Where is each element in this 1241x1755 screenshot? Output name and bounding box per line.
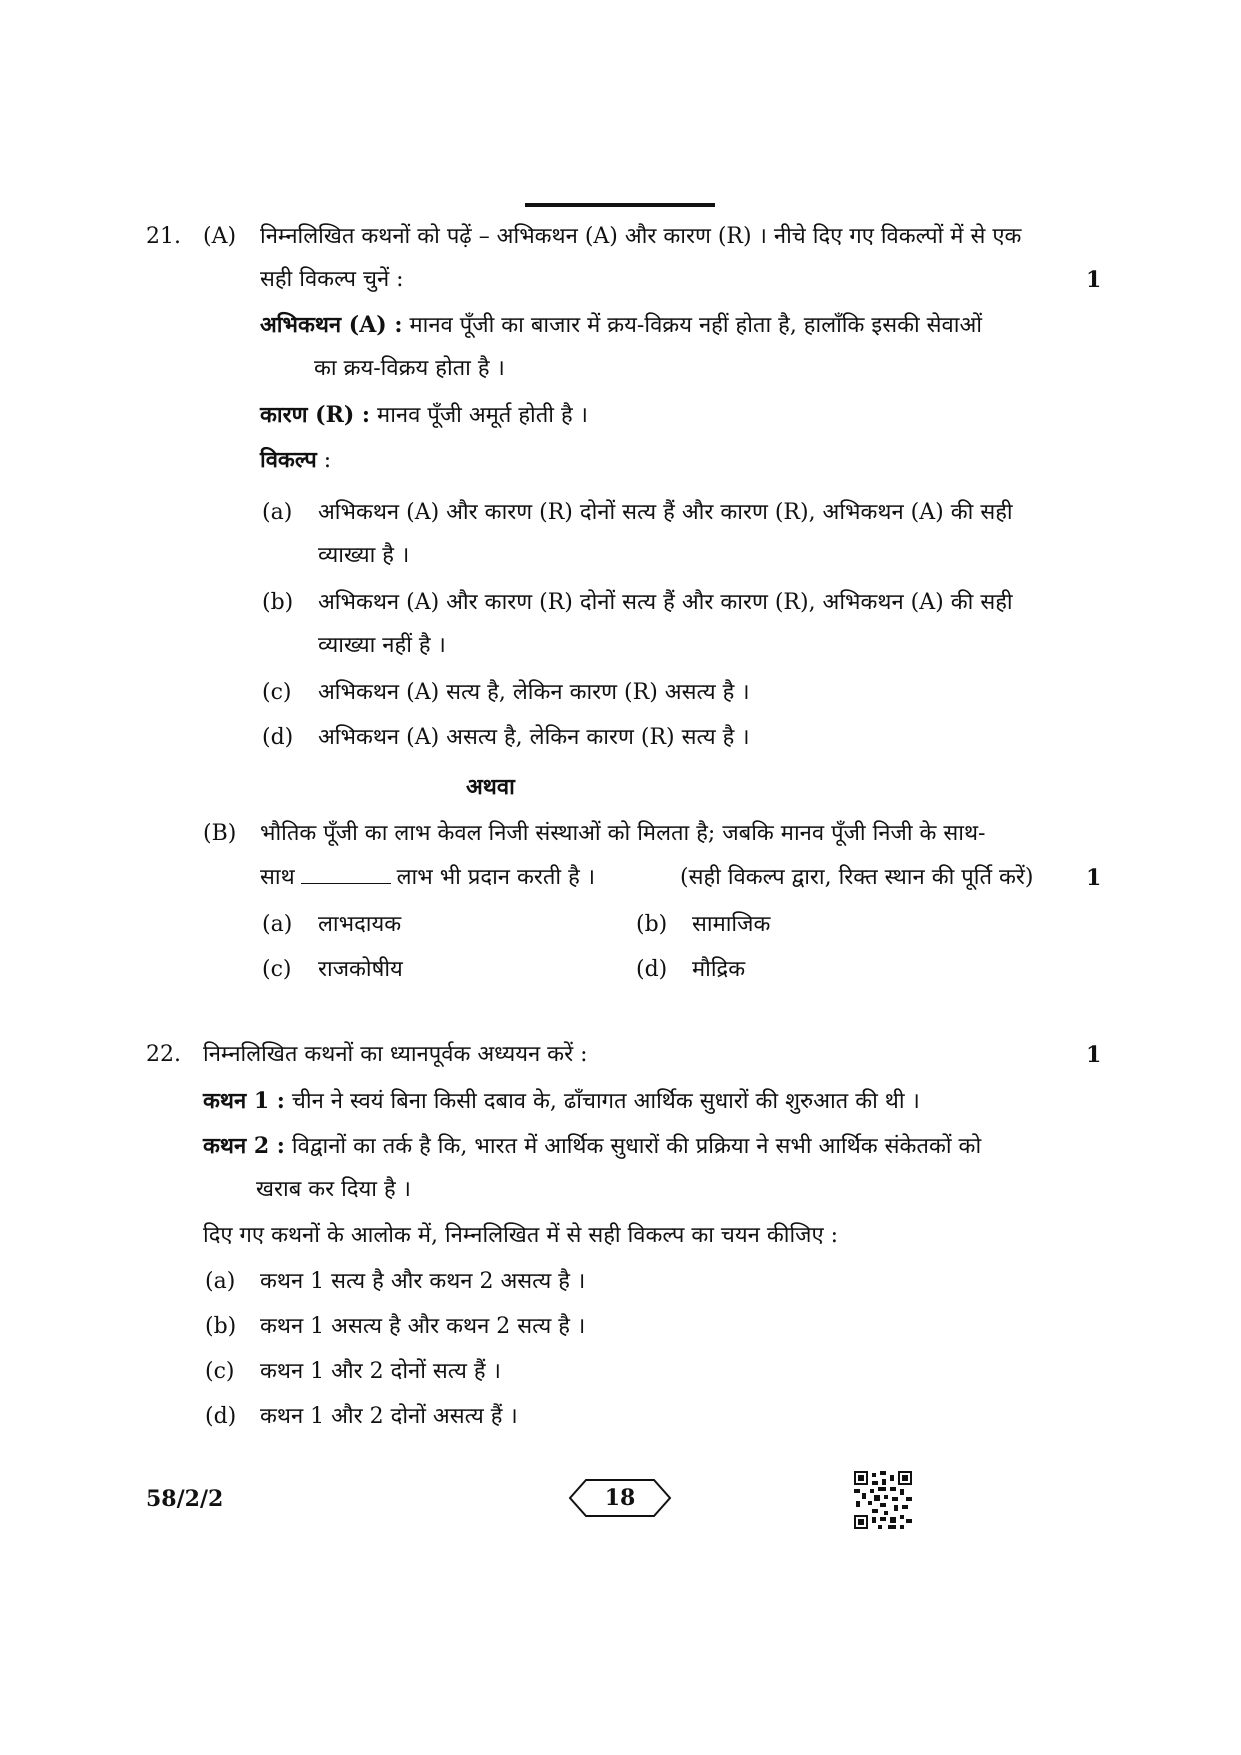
q21-option-d-label: (d) <box>262 725 294 750</box>
q21-b-marks: 1 <box>1086 865 1102 891</box>
options-label: विकल्प <box>260 447 317 473</box>
q21-option-a-line2: व्याख्या है । <box>318 543 410 568</box>
paper-code: 58/2/2 <box>146 1486 224 1512</box>
page-number: 18 <box>604 1485 636 1511</box>
or-separator: अथवा <box>466 774 515 800</box>
q21-b-line1: भौतिक पूँजी का लाभ केवल निजी संस्थाओं को मिलता है; जबकि मानव पूँजी निजी के साथ- <box>260 821 986 846</box>
q21-part-a-label: (A) <box>203 224 237 249</box>
options-colon: : <box>323 448 332 473</box>
statement1-label: कथन 1 : <box>203 1088 285 1114</box>
statement2-label: कथन 2 : <box>203 1133 285 1159</box>
q21-option-b-line2: व्याख्या नहीं है । <box>318 633 446 658</box>
statement2-line1: विद्वानों का तर्क है कि, भारत में आर्थिक सुधारों की प्रक्रिया ने सभी आर्थिक संकेतकों को <box>291 1134 982 1159</box>
assertion-label: अभिकथन (A) : <box>260 312 403 338</box>
q21-b-option-b-label: (b) <box>636 912 668 937</box>
assertion-text-line2: का क्रय-विक्रय होता है । <box>314 356 505 381</box>
q21-b-option-d-text: मौद्रिक <box>692 957 746 982</box>
q21-instruction-line2: सही विकल्प चुनें : <box>260 267 404 292</box>
q21-b-line2 <box>260 863 595 893</box>
q21-b-option-a-text: लाभदायक <box>318 912 402 937</box>
statement2-line2: खराब कर दिया है । <box>256 1177 411 1202</box>
q21-b-line2-before: साथ <box>260 865 295 890</box>
q21-b-option-c-text: राजकोषीय <box>318 957 403 982</box>
q22-option-d-text: कथन 1 और 2 दोनों असत्य हैं । <box>260 1404 518 1429</box>
q22-option-b-label: (b) <box>205 1314 237 1339</box>
q22-marks: 1 <box>1086 1042 1102 1068</box>
assertion-text-line1: मानव पूँजी का बाजार में क्रय-विक्रय नहीं होता है, हालाँकि इसकी सेवाओं <box>409 313 982 338</box>
q21-option-b-label: (b) <box>262 590 294 615</box>
q21-options-heading <box>260 445 331 476</box>
q22-statement-1 <box>203 1086 920 1117</box>
q21-b-line2-after: लाभ भी प्रदान करती है । <box>396 865 596 890</box>
q21-option-c-label: (c) <box>262 680 292 705</box>
q22-prompt: दिए गए कथनों के आलोक में, निम्नलिखित में से सही विकल्प का चयन कीजिए : <box>203 1223 839 1248</box>
q22-option-a-label: (a) <box>205 1269 236 1294</box>
q22-instruction: निम्नलिखित कथनों का ध्यानपूर्वक अध्ययन करें : <box>203 1042 588 1067</box>
q21-reason <box>260 400 588 431</box>
q21-instruction-line1: निम्नलिखित कथनों को पढ़ें – अभिकथन (A) और कारण (R) । नीचे दिए गए विकल्पों में से एक <box>260 224 1022 249</box>
reason-text: मानव पूँजी अमूर्त होती है । <box>377 403 588 428</box>
q21-part-b-label: (B) <box>203 821 237 846</box>
q21-option-a-label: (a) <box>262 500 293 525</box>
q21-b-option-c-label: (c) <box>262 957 292 982</box>
q21-option-d-line1: अभिकथन (A) असत्य है, लेकिन कारण (R) सत्य है । <box>318 725 750 750</box>
q21-b-option-d-label: (d) <box>636 957 668 982</box>
question-22-number: 22. <box>146 1042 181 1067</box>
q21-option-a-line1: अभिकथन (A) और कारण (R) दोनों सत्य हैं और कारण (R), अभिकथन (A) की सही <box>318 500 1013 525</box>
q21-b-option-a-label: (a) <box>262 912 293 937</box>
page-number-badge <box>568 1478 672 1518</box>
q22-option-a-text: कथन 1 सत्य है और कथन 2 असत्य है । <box>260 1269 586 1294</box>
q22-option-b-text: कथन 1 असत्य है और कथन 2 सत्य है । <box>260 1314 586 1339</box>
q21-assertion <box>260 310 982 341</box>
fill-in-blank <box>301 863 391 884</box>
top-divider <box>525 203 715 207</box>
q21-b-option-b-text: सामाजिक <box>692 912 771 937</box>
question-21-number: 21. <box>146 224 181 249</box>
q21-option-b-line1: अभिकथन (A) और कारण (R) दोनों सत्य हैं और कारण (R), अभिकथन (A) की सही <box>318 590 1013 615</box>
reason-label: कारण (R) : <box>260 402 371 428</box>
q21-option-c-line1: अभिकथन (A) सत्य है, लेकिन कारण (R) असत्य है । <box>318 680 750 705</box>
q22-statement-2 <box>203 1131 981 1162</box>
q21-a-marks: 1 <box>1086 267 1102 293</box>
q22-option-c-label: (c) <box>205 1359 235 1384</box>
q22-option-c-text: कथन 1 और 2 दोनों सत्य हैं । <box>260 1359 501 1384</box>
statement1-text: चीन ने स्वयं बिना किसी दबाव के, ढाँचागत आर्थिक सुधारों की शुरुआत की थी । <box>291 1089 920 1114</box>
q21-b-instruction: (सही विकल्प द्वारा, रिक्त स्थान की पूर्ति करें) <box>680 865 1034 890</box>
qr-code-icon <box>854 1471 912 1529</box>
q22-option-d-label: (d) <box>205 1404 237 1429</box>
